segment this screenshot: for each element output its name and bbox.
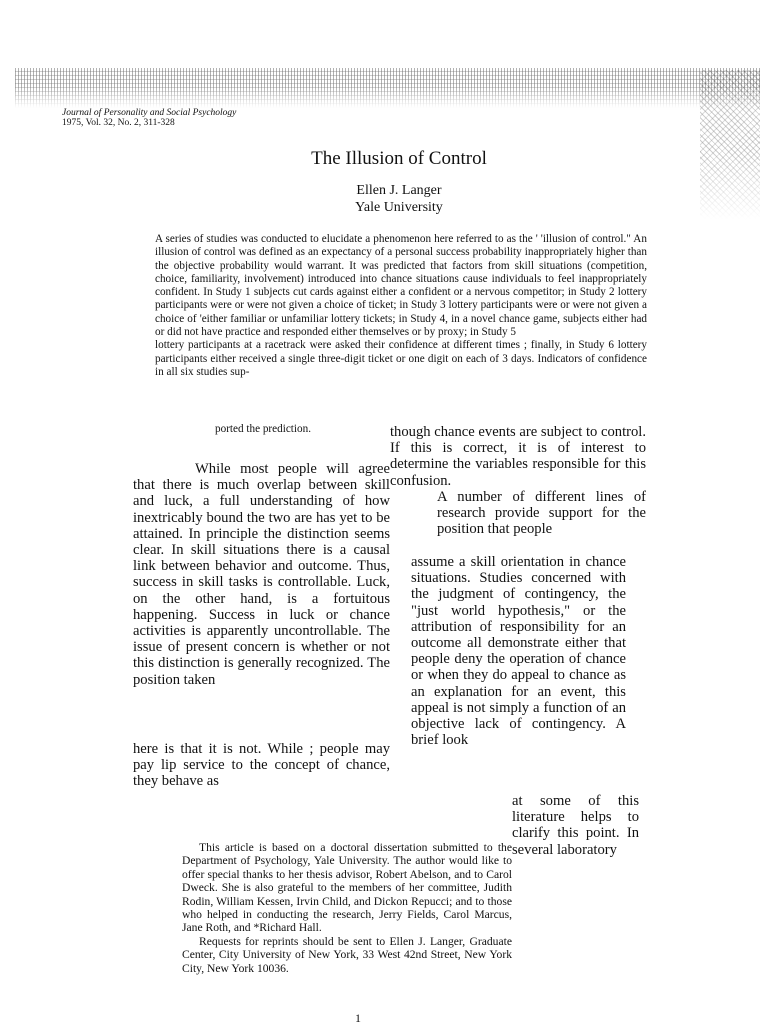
right-column-main-text: assume a skill orientation in chance situations. Studies concerned with the judgment of contingency, the "just world hypothesis," or the attribution of responsibility for an outcome all demonstrate either that people deny the operation of chance or when they do appeal to chance as an explanation for an event, this appeal is not simply a function of an objective lack of contingency. A brief look (411, 554, 626, 749)
right-column-tail-text: at some of this literature helps to clarify this point. In several laboratory (512, 793, 639, 858)
abstract-ending: ported the prediction. (215, 423, 311, 435)
author-name: Ellen J. Langer (356, 183, 442, 198)
journal-volume: 1975, Vol. 32, No. 2, 311-328 (62, 118, 175, 128)
author-affiliation: Yale University (355, 200, 443, 215)
page-number: 1 (355, 1011, 361, 1025)
left-column-continued (133, 741, 390, 790)
paper-title: The Illusion of Control (311, 148, 487, 169)
right-column-top (390, 424, 646, 489)
abstract (155, 233, 647, 379)
scan-noise-top (15, 68, 760, 108)
right-column-tail (512, 793, 639, 858)
journal-name: Journal of Personality and Social Psychology (62, 108, 237, 118)
left-column (133, 461, 390, 688)
left-column-paragraph-2: here is that it is not. While ; people may pay lip service to the concept of chance, they behave as (133, 741, 390, 790)
abstract-text: A series of studies was conducted to elucidate a phenomenon here referred to as the ' 'illusion of control." An illusion of control was defined as an expectancy of a personal success probability inappropriately higher than the objective probability would warrant. It was predicted that factors from skill situations (competition, choice, familiarity, involvement) introduced into chance situations cause individuals to feel inappropriately confident. In Study 1 subjects cut cards against either a confident or a nervous competitor; in Study 2 lottery participants were or were not given a choice of ticket; in Study 3 lottery participants were or were not given a choice of 'either familiar or unfamiliar lottery tickets; in Study 4, in a novel chance game, subjects either had or did not have practice and responded either themselves or by proxy; in Study 5 (155, 233, 647, 339)
right-column-mid (437, 489, 646, 538)
footnote-reprints: Requests for reprints should be sent to Ellen J. Langer, Graduate Center, City University of New York, 33 West 42nd Street, New York City, New York 10036. (182, 934, 512, 975)
footnote (182, 841, 512, 975)
abstract-text-continued: lottery participants at a racetrack were asked their confidence at different times ; finally, in Study 6 lottery participants either received a single three-digit ticket or one digit on each of 3 days. Indicators of confidence in all six studies sup- (155, 339, 647, 378)
right-column-mid-text: A number of different lines of research provide support for the position that people (437, 489, 646, 538)
footnote-acknowledgment: This article is based on a doctoral dissertation submitted to the Department of Psychology, Yale University. The author would like to offer special thanks to her thesis advisor, Robert Abelson, and to Carol Dweck. She is also grateful to the members of her committee, Judith Rodin, William Kessen, Irvin Child, and Dickon Repucci; and to those who helped in conducting the research, Jerry Fields, Carol Marcus, Jane Roth, and *Richard Hall. (182, 841, 512, 935)
right-column-top-text: though chance events are subject to control. If this is correct, it is of interest to determine the variables responsible for this confusion. (390, 424, 646, 489)
left-column-paragraph: While most people will agree that there is much overlap between skill and luck, a full understanding of how inextricably bound the two are has yet to be attained. In principle the distinction seems clear. In skill situations there is a causal link between behavior and outcome. Thus, success in skill tasks is controllable. Luck, on the other hand, is a fortuitous happening. Success in luck or chance activities is apparently uncontrollable. The issue of present concern is whether or not this distinction is generally recognized. The position taken (133, 461, 390, 688)
right-column-main (411, 554, 626, 748)
